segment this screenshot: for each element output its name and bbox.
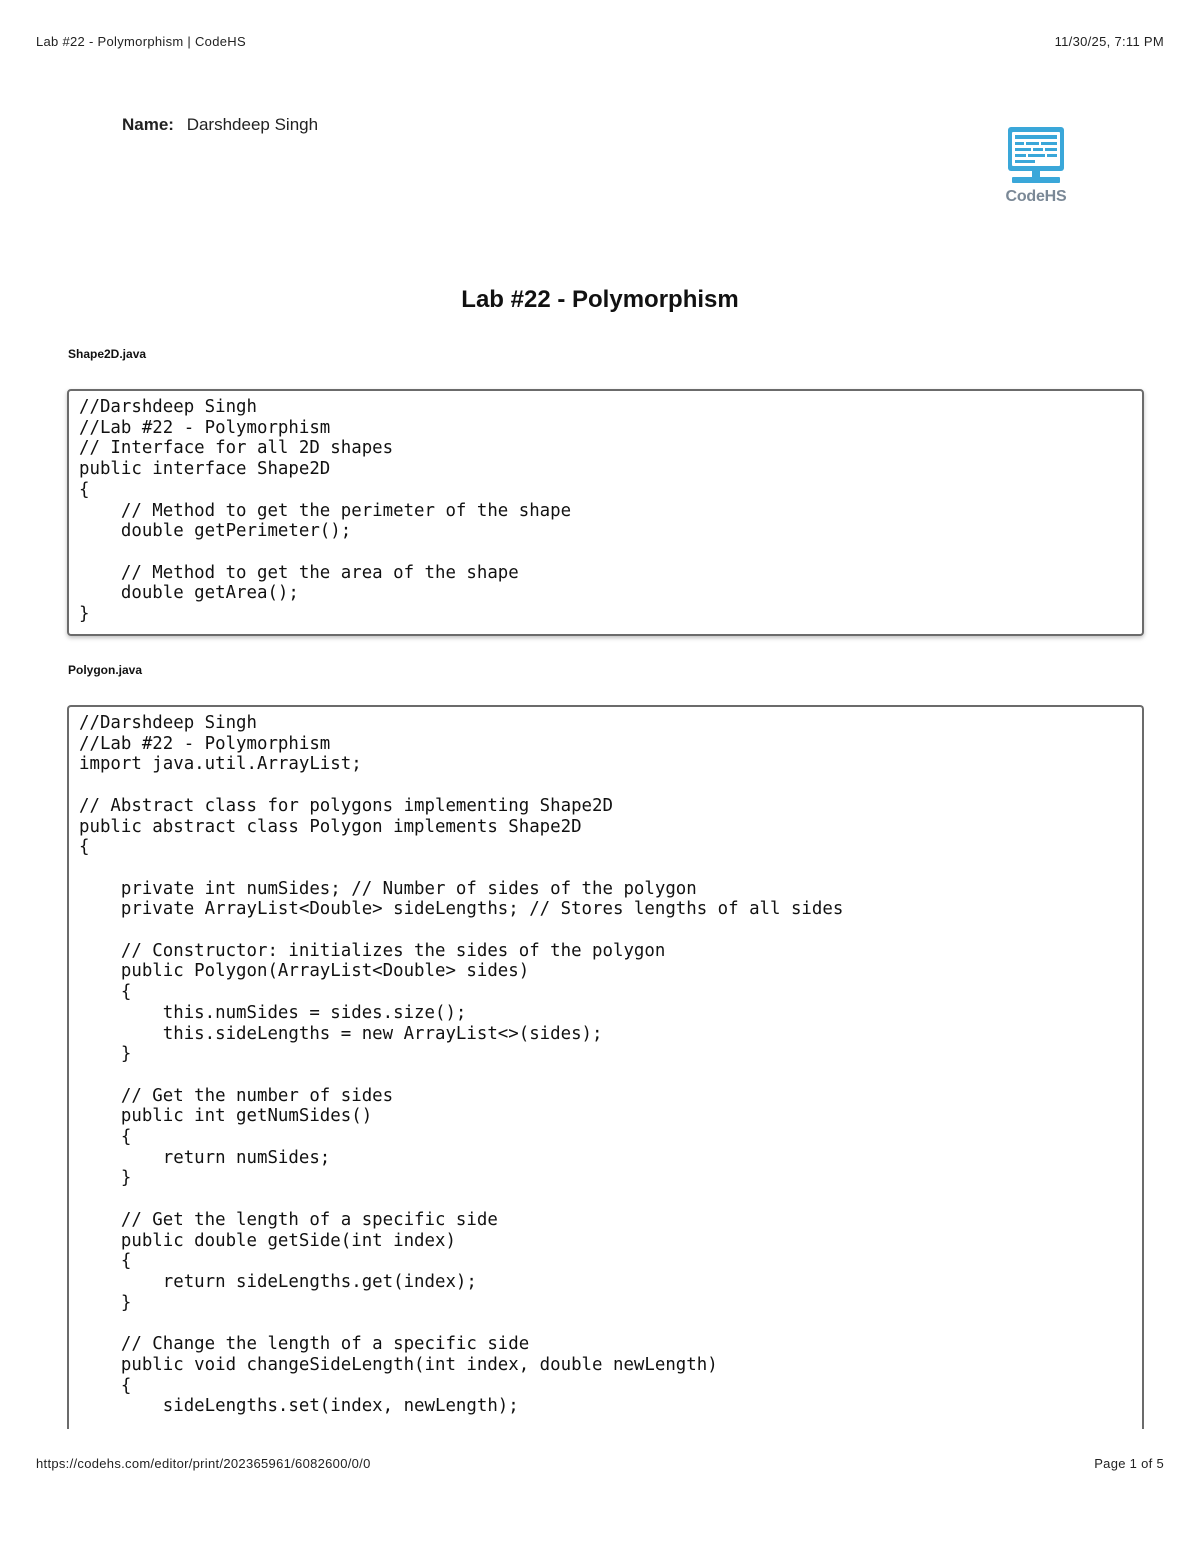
monitor-icon — [998, 124, 1074, 188]
student-name: Darshdeep Singh — [186, 115, 319, 134]
file-label-shape2d: Shape2D.java — [68, 347, 147, 361]
codehs-logo-text: CodeHS — [1005, 188, 1067, 205]
file-label-polygon: Polygon.java — [68, 663, 143, 677]
print-header-title: Lab #22 - Polymorphism | CodeHS — [36, 34, 246, 49]
code-text: //Darshdeep Singh //Lab #22 - Polymorphism import java.util.ArrayList; // Abstract class for polygons implementing Shape2D public abstract class Polygon implements Shape2D { private int numSides; // Number of sides of the polygon private ArrayList<Double> sideLengths; // Stores lengths of all sides // Constructor: initializes the sides of the polygon public Polygon(ArrayList<Double> sides) { this.numSides = sides.size(); this.sideLengths = new ArrayList<>(sides); } // Get the number of sides public int getNumSides() { return numSides; } // Get the length of a specific side public double getSide(int index) { return sideLengths.get(index); } // Change the length of a specific side public void changeSideLength(int index, double newLength) { sideLengths.set(index, newLength); — [79, 713, 844, 1417]
code-block-polygon — [67, 705, 1144, 1429]
print-footer-page: Page 1 of 5 — [1094, 1456, 1164, 1471]
name-label: Name: — [122, 115, 174, 134]
code-text: //Darshdeep Singh //Lab #22 - Polymorphism // Interface for all 2D shapes public interface Shape2D { // Method to get the perimeter of the shape double getPerimeter(); // Method to get the area of the shape double getArea(); } — [79, 397, 572, 625]
page-title: Lab #22 - Polymorphism — [461, 286, 739, 313]
print-header-datetime: 11/30/25, 7:11 PM — [1054, 34, 1164, 49]
print-footer-url: https://codehs.com/editor/print/202365961/6082600/0/0 — [36, 1456, 371, 1471]
code-block-shape2d — [67, 389, 1144, 636]
student-name-row — [122, 115, 318, 135]
codehs-logo — [998, 124, 1074, 210]
